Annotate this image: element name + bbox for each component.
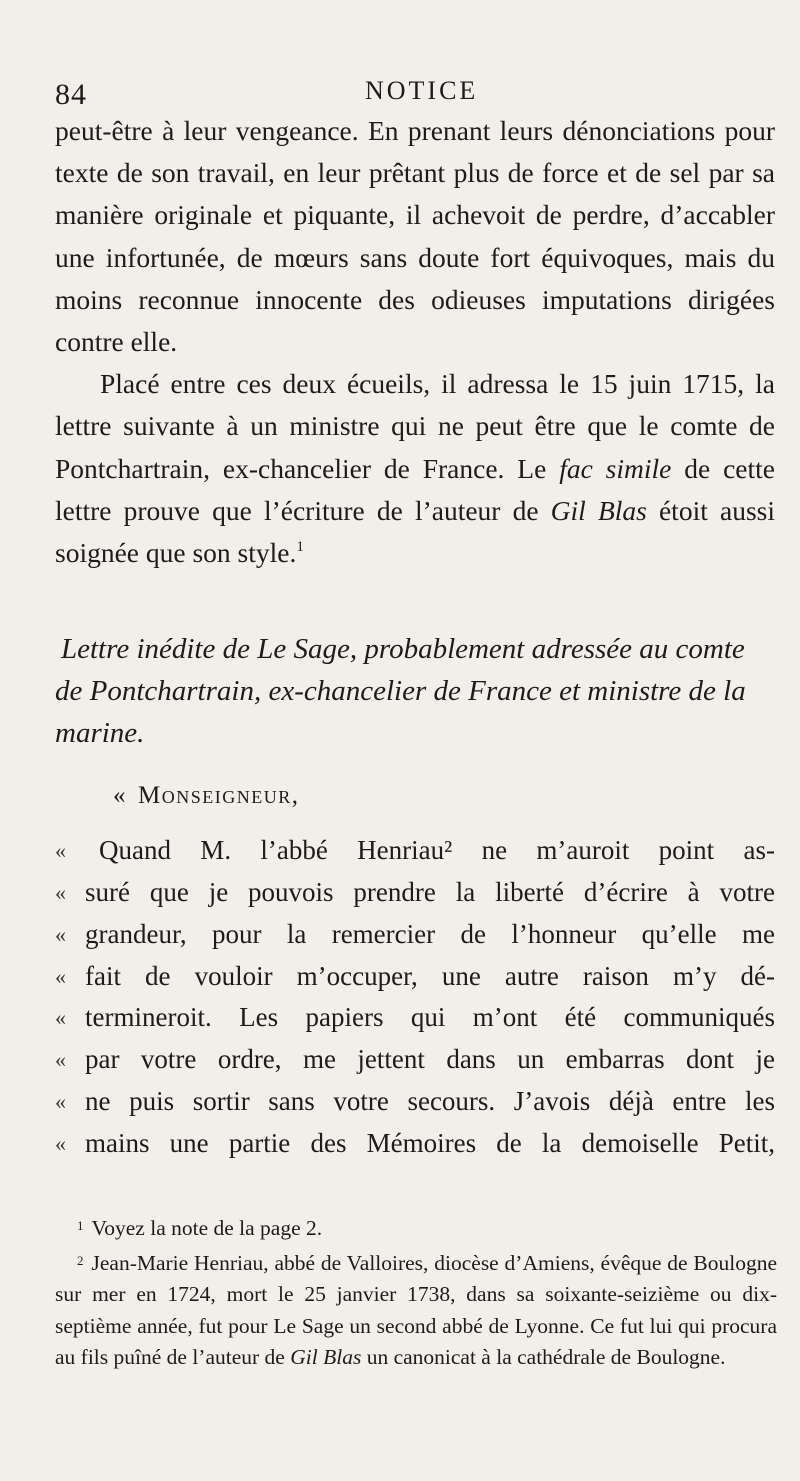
intro-p2-text-b: de cette lettre prouve que l’écriture de l’auteur de [55, 452, 775, 526]
quote-mark: « [55, 921, 66, 947]
letter-line [55, 1123, 775, 1165]
page-header-title: NOTICE [365, 76, 479, 105]
intro-p2-text-a: Placé entre ces deux écueils, il adressa le 15 juin 1715, la lettre suivante à un ministre qui ne peut être que le comte de Pontchartrain, ex-chancelier de France. Le [55, 368, 775, 484]
footnote-2 [55, 1245, 777, 1374]
letter-line-text: fait de vouloir m’occuper, une autre raison m’y dé- [85, 960, 775, 991]
letter-line [55, 956, 775, 998]
page-number: 84 [55, 78, 87, 111]
letter-line [55, 1039, 775, 1081]
quote-mark: « [55, 1005, 66, 1031]
intro-paragraph-2 [55, 363, 775, 574]
letter-line-text: mains une partie des Mémoires de la demoiselle Petit, [85, 1127, 775, 1158]
fac-simile-term: fac simile [559, 452, 672, 484]
letter-body [55, 830, 775, 1164]
quote-mark: « [55, 963, 66, 989]
footnote-1 [55, 1210, 777, 1245]
letter-line-text: par votre ordre, me jettent dans un embarras dont je [85, 1044, 775, 1075]
footnote-2-text-b: un canonicat à la cathédrale de Boulogne. [361, 1345, 726, 1369]
running-head [55, 72, 735, 112]
letter-line [55, 914, 775, 956]
quote-mark: « [55, 838, 66, 864]
letter-line [55, 872, 775, 914]
quote-mark: « [55, 1130, 66, 1156]
body-text [55, 110, 775, 1165]
footnote-1-mark: 1 [77, 1218, 84, 1233]
letter-line [55, 830, 775, 872]
letter-line-text: termineroit. Les papiers qui m’ont été communiqués [85, 1002, 775, 1033]
footnotes [55, 1210, 777, 1374]
footnote-2-mark: 2 [77, 1252, 84, 1268]
salutation-quote-mark: « [113, 782, 126, 810]
intro-paragraph-1: peut-être à leur vengeance. En prenant leurs dénonciations pour texte de son travail, en leur prêtant plus de force et de sel par sa manière originale et piquante, il achevoit de perdre, d’accabler une infortunée, de mœurs sans doute fort équivoques, mais du moins reconnue innocente des odieuses imputations dirigées contre elle. [55, 115, 775, 358]
letter-heading: Lettre inédite de Le Sage, probablement adressée au comte de Pontchartrain, ex-chancelier de France et ministre de la marine. [55, 633, 746, 750]
footnote-2-gil-blas: Gil Blas [290, 1345, 362, 1369]
letter-line [55, 997, 775, 1039]
quote-mark: « [55, 1047, 66, 1073]
footnote-2-text-a: Jean-Marie Henriau, abbé de Valloires, diocèse d’Amiens, évêque de Boulogne sur mer en 1724, mort le 25 janvier 1738, dans sa soixante-seizième ou dix-septième année, fut pour Le Sage un second abbé de Lyonne. Ce fut lui qui procura au fils puîné de l’auteur de [55, 1250, 777, 1369]
footnote-1-text: Voyez la note de la page 2. [91, 1216, 323, 1240]
letter-line [55, 1081, 775, 1123]
gil-blas-title: Gil Blas [550, 494, 647, 526]
letter-line-text: suré que je pouvois prendre la liberté d’écrire à votre [85, 877, 775, 908]
letter-line-text: ne puis sortir sans votre secours. J’avois déjà entre les [85, 1086, 775, 1117]
letter-line-text: Quand M. l’abbé Henriau² ne m’auroit point as- [99, 835, 775, 866]
footnote-ref-1: 1 [296, 539, 304, 556]
salutation-text: Monseigneur, [138, 782, 300, 810]
letter-salutation [55, 776, 775, 816]
quote-mark: « [55, 1089, 66, 1115]
intro-p2-text-c: étoit aussi soignée que son style. [55, 494, 775, 569]
quote-mark: « [55, 880, 66, 906]
letter-line-text: grandeur, pour la remercier de l’honneur qu’elle me [85, 918, 775, 949]
